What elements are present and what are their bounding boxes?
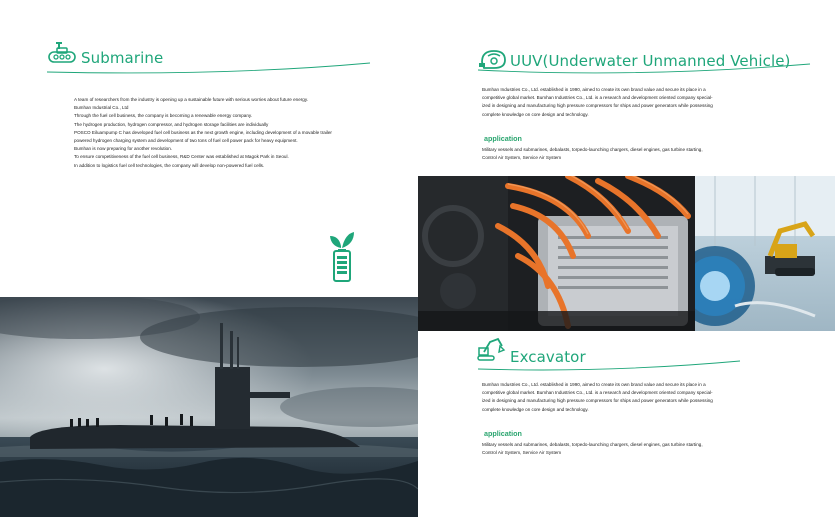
paragraph-line: Through the fuel cell business, the company is becoming a renewable energy company. [74, 113, 253, 119]
uuv-title-underline [476, 58, 816, 80]
paragraph-line: POSCO Eiluampump C has developed fuel cell business as the next growth engine, including development of a movable trailer [74, 129, 332, 135]
uuv-application-label: application [484, 134, 522, 143]
paragraph-line: competitive global market. Bumhan Industries Co., Ltd. is a research and development oriented company special- [482, 390, 713, 396]
uuv-title: UUV(Underwater Unmanned Vehicle) [510, 52, 791, 70]
excavator-section [418, 331, 835, 517]
paragraph-line: Bumhan Industrial Co., Ltd [74, 105, 129, 111]
paragraph-line: Bumhan Industries Co., Ltd. established in 1990, aimed to create its own brand value and secure its place in a [482, 87, 706, 92]
submarine-title: Submarine [81, 49, 164, 67]
excavator-photo [695, 176, 835, 331]
paragraph-line: Bumhan is now preparing for another revolution. [74, 146, 173, 152]
paragraph-line: ized in designing and manufacturing high pressure compressors for ships and power generators while possessing [482, 103, 713, 109]
paragraph-line: In addition to logistics fuel cell technologies, the company will develop non-powered fuel cells. [74, 162, 265, 168]
excavator-title-underline [476, 355, 746, 377]
excavator-paragraph [482, 381, 782, 414]
paragraph-line: ized in designing and manufacturing high pressure compressors for ships and power generators while possessing [482, 398, 713, 404]
application-line: Military vessels and submarines, debalasts, torpedo-launching chargers, diesel engines, gas turbine starting, [482, 147, 703, 152]
paragraph-line: The hydrogen production, hydrogen compressor, and hydrogen storage facilities are individually [74, 121, 269, 127]
excavator-application-label: application [484, 429, 522, 438]
excavator-title: Excavator [510, 348, 586, 366]
paragraph-line: competitive global market. Bumhan Industries Co., Ltd. is a research and development oriented company special- [482, 95, 713, 101]
submarine-photo [0, 297, 418, 517]
submarine-paragraph [74, 96, 364, 170]
paragraph-line: powered hydrogen charging system and development of two tons of fuel cell power pack for heavy equipment. [74, 138, 298, 144]
uuv-application-text [482, 146, 782, 162]
uuv-section [418, 0, 835, 176]
submarine-title-underline [45, 58, 375, 78]
paragraph-line: Bumhan Industries Co., Ltd. established in 1990, aimed to create its own brand value and secure its place in a [482, 382, 706, 387]
paragraph-line: To ensure competitiveness of the fuel cell business, R&D Center was established at Magok Park in Seoul. [74, 154, 289, 160]
paragraph-line: complete knowledge on core design and technology. [482, 406, 589, 412]
paragraph-line: complete knowledge on core design and technology. [482, 111, 589, 117]
application-line: Military vessels and submarines, debalasts, torpedo-launching chargers, diesel engines, gas turbine starting, [482, 442, 703, 447]
paragraph-line: A team of researchers from the industry is opening up a sustainable future with serious worries about future energy. [74, 97, 309, 102]
engine-photo [418, 176, 695, 331]
excavator-application-text [482, 441, 782, 457]
application-line: Control Air System, Service Air System [482, 450, 562, 456]
application-line: Control Air System, Service Air System [482, 155, 562, 161]
eco-battery-icon [327, 230, 357, 284]
uuv-paragraph [482, 86, 782, 119]
